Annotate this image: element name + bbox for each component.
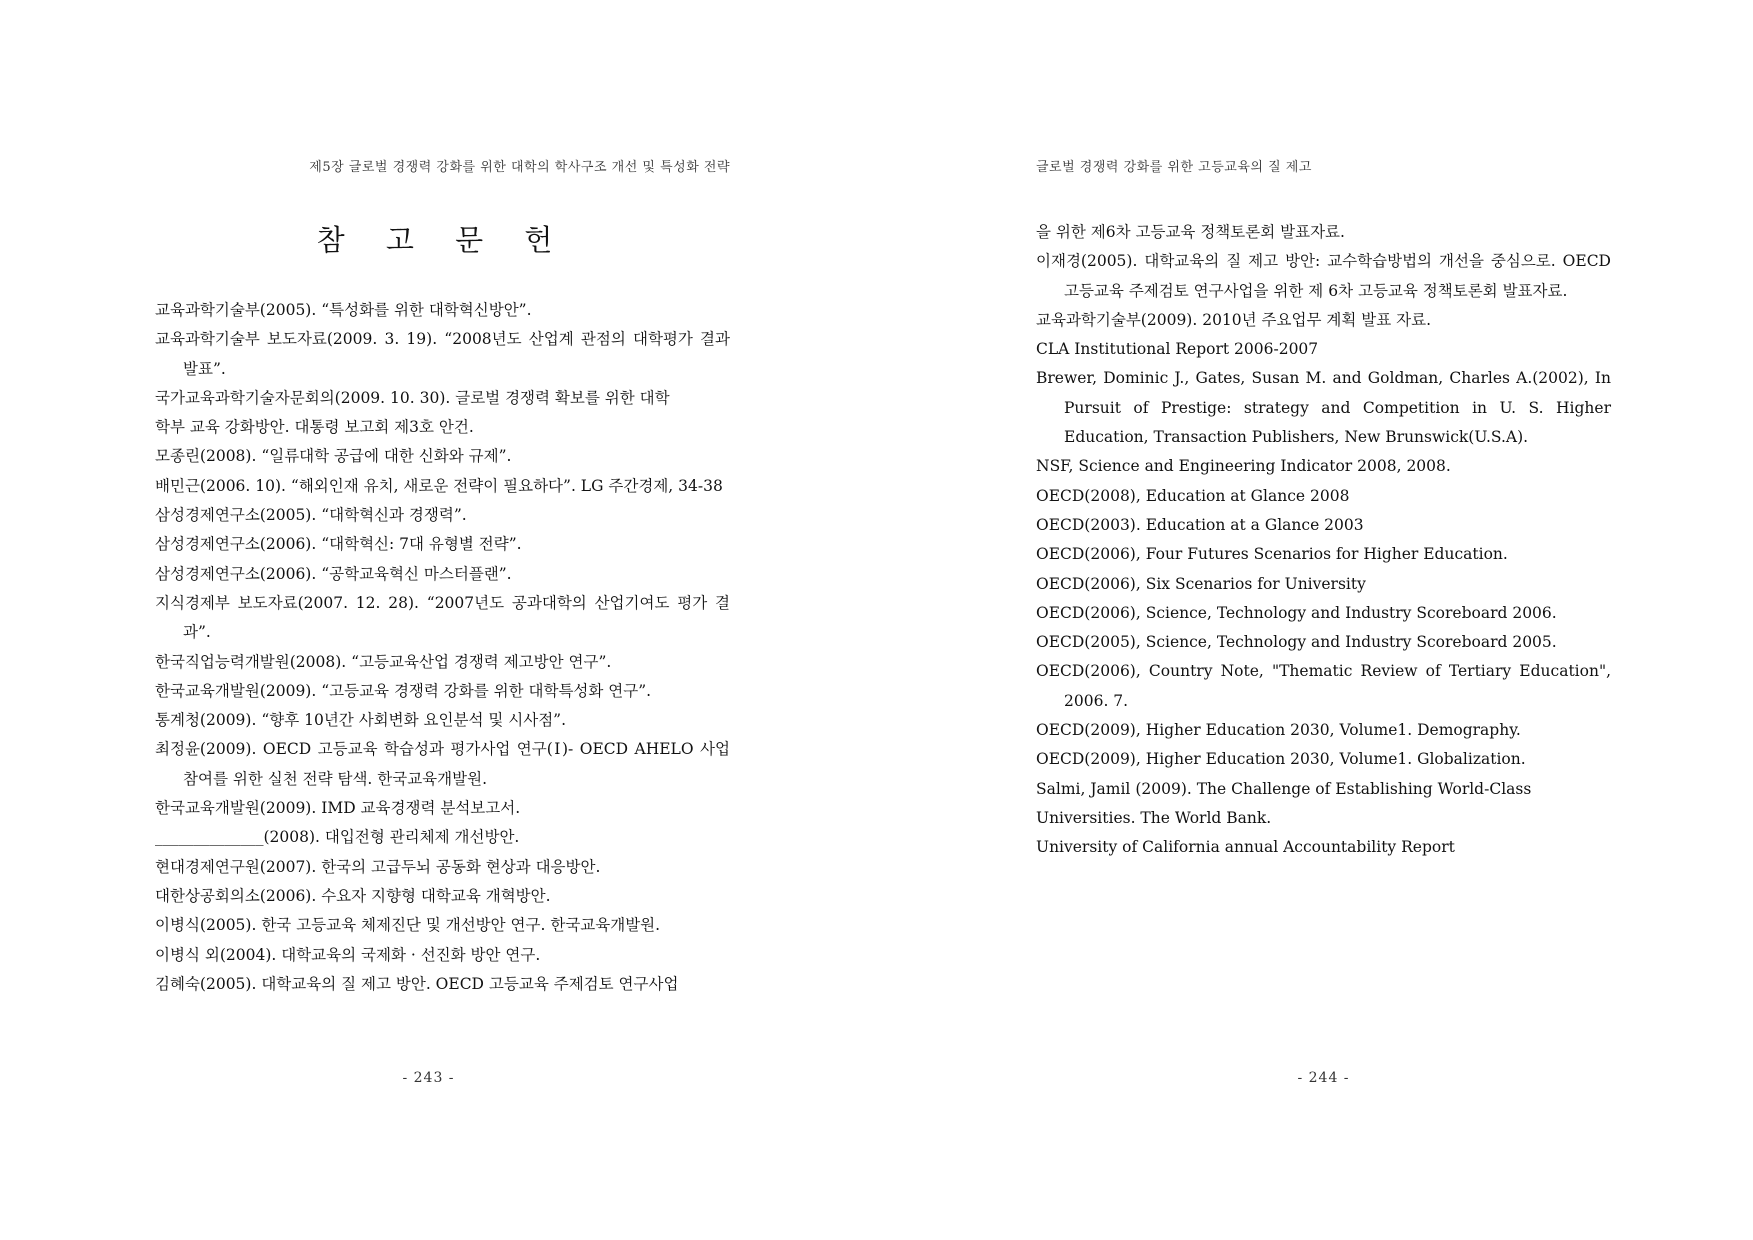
reference-entry: OECD(2006), Six Scenarios for University xyxy=(1036,574,1366,593)
section-title: 참 고 문 헌 xyxy=(316,223,569,257)
reference-entry: 교육과학기술부(2005). “특성화를 위한 대학혁신방안”. xyxy=(155,301,532,319)
right-page xyxy=(1036,0,1611,1240)
reference-entry: 삼성경제연구소(2006). “대학혁신: 7대 유형별 전략”. xyxy=(155,535,522,554)
reference-entry: 최정윤(2009). OECD 고등교육 학습성과 평가사업 연구(Ⅰ)- OECD AHELO 사업 참여를 위한 실천 전략 탐색. 한국교육개발원. xyxy=(155,740,730,788)
reference-entry: 지식경제부 보도자료(2007. 12. 28). “2007년도 공과대학의 산업기여도 평가 결과”. xyxy=(155,593,730,642)
reference-entry: 한국교육개발원(2009). “고등교육 경쟁력 강화를 위한 대학특성화 연구”. xyxy=(155,681,652,700)
reference-list xyxy=(155,296,730,999)
reference-entry: OECD(2008), Education at Glance 2008 xyxy=(1036,486,1350,505)
reference-entry: OECD(2005), Science, Technology and Industry Scoreboard 2005. xyxy=(1036,633,1557,652)
reference-entry: 한국교육개발원(2009). IMD 교육경쟁력 분석보고서. xyxy=(155,799,521,818)
reference-entry: 교육과학기술부 보도자료(2009. 3. 19). “2008년도 산업계 관점의 대학평가 결과 발표”. xyxy=(155,330,730,378)
reference-entry: 이재경(2005). 대학교육의 질 제고 방안: 교수학습방법의 개선을 중심으로. OECD 고등교육 주제검토 연구사업을 위한 제 6차 고등교육 정책토론회 발표자료. xyxy=(1036,252,1611,300)
reference-entry: 김혜숙(2005). 대학교육의 질 제고 방안. OECD 고등교육 주제검토 연구사업 xyxy=(155,974,679,993)
reference-entry: Brewer, Dominic J., Gates, Susan M. and Goldman, Charles A.(2002), In Pursuit of Prestige: strategy and Competition in U. S. Higher Education, Transaction Publishers, New Brunswick(U.S.A). xyxy=(1036,369,1611,447)
reference-entry: 배민근(2006. 10). “해외인재 유치, 새로운 전략이 필요하다”. LG 주간경제, 34-38 xyxy=(155,476,723,495)
reference-entry: ______________(2008). 대입전형 관리체제 개선방안. xyxy=(155,828,520,847)
reference-entry: OECD(2009), Higher Education 2030, Volume1. Demography. xyxy=(1036,721,1521,740)
reference-list xyxy=(1036,218,1611,863)
reference-entry: OECD(2006), Four Futures Scenarios for Higher Education. xyxy=(1036,545,1508,564)
reference-entry: OECD(2006), Country Note, "Thematic Review of Tertiary Education", 2006. 7. xyxy=(1036,662,1611,710)
reference-entry: 대한상공회의소(2006). 수요자 지향형 대학교육 개혁방안. xyxy=(155,886,551,905)
reference-entry: 교육과학기술부(2009). 2010년 주요업무 계획 발표 자료. xyxy=(1036,310,1431,329)
reference-entry: Salmi, Jamil (2009). The Challenge of Establishing World-Class xyxy=(1036,779,1532,798)
reference-entry: 현대경제연구원(2007). 한국의 고급두뇌 공동화 현상과 대응방안. xyxy=(155,857,601,876)
reference-entry: Universities. The World Bank. xyxy=(1036,808,1272,827)
reference-entry: CLA Institutional Report 2006-2007 xyxy=(1036,340,1319,359)
left-page xyxy=(155,0,730,1240)
page-number: - 243 - xyxy=(402,1070,455,1086)
reference-entry: NSF, Science and Engineering Indicator 2008, 2008. xyxy=(1036,457,1451,476)
reference-entry: 이병식(2005). 한국 고등교육 체제진단 및 개선방안 연구. 한국교육개발원. xyxy=(155,916,661,935)
reference-entry: 이병식 외(2004). 대학교육의 국제화 · 선진화 방안 연구. xyxy=(155,945,541,964)
reference-entry: 을 위한 제6차 고등교육 정책토론회 발표자료. xyxy=(1036,223,1345,241)
running-head: 제5장 글로벌 경쟁력 강화를 위한 대학의 학사구조 개선 및 특성화 전략 xyxy=(309,160,730,175)
running-head: 글로벌 경쟁력 강화를 위한 고등교육의 질 제고 xyxy=(1036,160,1312,175)
reference-entry: 삼성경제연구소(2006). “공학교육혁신 마스터플랜”. xyxy=(155,564,512,583)
reference-entry: 한국직업능력개발원(2008). “고등교육산업 경쟁력 제고방안 연구”. xyxy=(155,652,612,671)
reference-entry: 모종린(2008). “일류대학 공급에 대한 신화와 규제”. xyxy=(155,447,512,466)
reference-entry: University of California annual Accountability Report xyxy=(1036,838,1455,857)
reference-entry: 학부 교육 강화방안. 대통령 보고회 제3호 안건. xyxy=(155,418,474,437)
reference-entry: OECD(2006), Science, Technology and Industry Scoreboard 2006. xyxy=(1036,603,1557,622)
reference-entry: 통계청(2009). “향후 10년간 사회변화 요인분석 및 시사점”. xyxy=(155,711,567,730)
reference-entry: 삼성경제연구소(2005). “대학혁신과 경쟁력”. xyxy=(155,506,467,525)
reference-entry: 국가교육과학기술자문회의(2009. 10. 30). 글로벌 경쟁력 확보를 위한 대학 xyxy=(155,388,670,407)
page-number: - 244 - xyxy=(1297,1070,1350,1086)
reference-entry: OECD(2003). Education at a Glance 2003 xyxy=(1036,515,1364,534)
reference-entry: OECD(2009), Higher Education 2030, Volume1. Globalization. xyxy=(1036,750,1526,769)
